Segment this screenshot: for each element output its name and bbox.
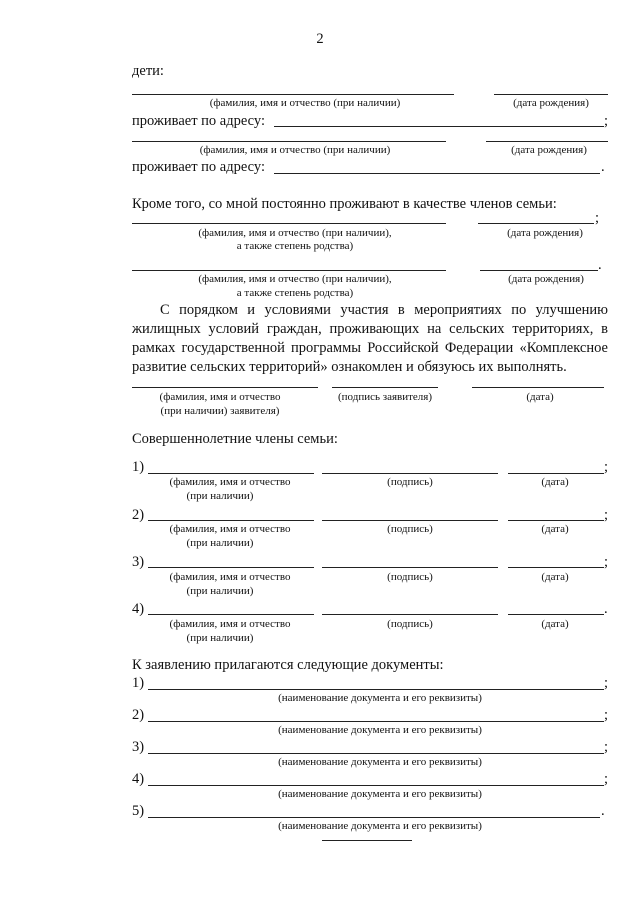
adult-4-end: . xyxy=(604,601,608,617)
applicant-name-line[interactable] xyxy=(132,387,318,388)
document-3-number: 3) xyxy=(132,739,145,755)
document-5-end: . xyxy=(601,803,605,819)
adult-2-name-line[interactable] xyxy=(148,520,314,521)
family-1-dob-line[interactable] xyxy=(478,223,594,224)
child-2-address-end: . xyxy=(601,159,605,175)
documents-heading: К заявлению прилагаются следующие документы: xyxy=(132,657,444,673)
document-4-number: 4) xyxy=(132,771,145,787)
child-2-address-line[interactable] xyxy=(274,173,600,174)
child-1-address-end: ; xyxy=(604,113,609,129)
document-3-caption: (наименование документа и его реквизиты) xyxy=(278,756,482,768)
adult-3-date-caption: (дата) xyxy=(541,571,569,583)
adult-1-date-caption: (дата) xyxy=(541,476,569,488)
adult-1-date-line[interactable] xyxy=(508,473,604,474)
adult-2-number: 2) xyxy=(132,507,145,523)
document-1-end: ; xyxy=(604,675,609,691)
adult-4-sign-caption: (подпись) xyxy=(387,618,433,630)
page-number: 2 xyxy=(316,31,324,47)
family-2-name-caption-1: (фамилия, имя и отчество (при наличии), xyxy=(198,273,392,285)
adult-3-end: ; xyxy=(604,554,609,570)
family-2-dob-line[interactable] xyxy=(480,270,598,271)
adult-3-number: 3) xyxy=(132,554,145,570)
family-1-end: ; xyxy=(595,210,600,226)
applicant-date-line[interactable] xyxy=(472,387,604,388)
child-1-name-caption: (фамилия, имя и отчество (при наличии) xyxy=(209,97,401,109)
family-2-name-line[interactable] xyxy=(132,270,446,271)
child-2-name-caption: (фамилия, имя и отчество (при наличии) xyxy=(199,144,391,156)
adult-2-sign-caption: (подпись) xyxy=(387,523,433,535)
adult-3-name-caption-2: (при наличии) xyxy=(186,585,254,597)
adults-heading: Совершеннолетние члены семьи: xyxy=(132,431,338,447)
adult-2-name-caption-2: (при наличии) xyxy=(186,537,254,549)
child-2-address-label: проживает по адресу: xyxy=(132,159,265,175)
adult-3-name-line[interactable] xyxy=(148,567,314,568)
adult-1-name-caption-1: (фамилия, имя и отчество xyxy=(169,476,291,488)
document-2-line[interactable] xyxy=(148,721,604,722)
adult-3-sign-caption: (подпись) xyxy=(387,571,433,583)
adult-1-sign-caption: (подпись) xyxy=(387,476,433,488)
family-1-name-caption-1: (фамилия, имя и отчество (при наличии), xyxy=(198,227,392,239)
adult-2-date-line[interactable] xyxy=(508,520,604,521)
document-5-number: 5) xyxy=(132,803,145,819)
document-4-line[interactable] xyxy=(148,785,604,786)
adult-2-end: ; xyxy=(604,507,609,523)
adult-4-name-caption-2: (при наличии) xyxy=(186,632,254,644)
applicant-sign-caption: (подпись заявителя) xyxy=(337,391,433,403)
family-2-name-caption-2: а также степень родства) xyxy=(236,287,354,299)
adult-3-name-caption-1: (фамилия, имя и отчество xyxy=(169,571,291,583)
applicant-name-caption-1: (фамилия, имя и отчество xyxy=(159,391,281,403)
family-2-end: . xyxy=(598,257,602,273)
document-4-end: ; xyxy=(604,771,609,787)
child-1-dob-line[interactable] xyxy=(494,94,608,95)
document-2-caption: (наименование документа и его реквизиты) xyxy=(278,724,482,736)
document-5-caption: (наименование документа и его реквизиты) xyxy=(278,820,482,832)
family-1-name-line[interactable] xyxy=(132,223,446,224)
adult-1-name-line[interactable] xyxy=(148,473,314,474)
document-1-line[interactable] xyxy=(148,689,604,690)
child-2-dob-caption: (дата рождения) xyxy=(511,144,587,156)
family-2-dob-caption: (дата рождения) xyxy=(508,273,584,285)
adult-2-sign-line[interactable] xyxy=(322,520,498,521)
applicant-name-caption-2: (при наличии) заявителя) xyxy=(160,405,280,417)
child-2-name-line[interactable] xyxy=(132,141,446,142)
closing-divider xyxy=(322,840,412,841)
family-1-dob-caption: (дата рождения) xyxy=(507,227,583,239)
child-1-dob-caption: (дата рождения) xyxy=(513,97,589,109)
adult-2-date-caption: (дата) xyxy=(541,523,569,535)
adult-4-sign-line[interactable] xyxy=(322,614,498,615)
document-2-number: 2) xyxy=(132,707,145,723)
family-intro: Кроме того, со мной постоянно проживают в качестве членов семьи: xyxy=(132,196,557,212)
document-5-line[interactable] xyxy=(148,817,600,818)
consent-paragraph: С порядком и условиями участия в мероприятиях по улучшению жилищных условий граждан, проживающих на сельских территориях, в рамках государственной программы Российской Федерации «Комплексное развитие сельских территорий» ознакомлен и обязуюсь их выполнять. xyxy=(132,302,608,375)
adult-3-sign-line[interactable] xyxy=(322,567,498,568)
adult-3-date-line[interactable] xyxy=(508,567,604,568)
child-1-address-label: проживает по адресу: xyxy=(132,113,265,129)
adult-2-name-caption-1: (фамилия, имя и отчество xyxy=(169,523,291,535)
adult-4-date-line[interactable] xyxy=(508,614,604,615)
children-heading: дети: xyxy=(132,63,164,79)
adult-1-end: ; xyxy=(604,459,609,475)
document-3-end: ; xyxy=(604,739,609,755)
document-1-number: 1) xyxy=(132,675,145,691)
adult-4-number: 4) xyxy=(132,601,145,617)
applicant-date-caption: (дата) xyxy=(526,391,554,403)
applicant-sign-line[interactable] xyxy=(332,387,438,388)
adult-4-name-caption-1: (фамилия, имя и отчество xyxy=(169,618,291,630)
adult-1-sign-line[interactable] xyxy=(322,473,498,474)
document-3-line[interactable] xyxy=(148,753,604,754)
document-4-caption: (наименование документа и его реквизиты) xyxy=(278,788,482,800)
document-2-end: ; xyxy=(604,707,609,723)
child-1-address-line[interactable] xyxy=(274,126,604,127)
child-1-name-line[interactable] xyxy=(132,94,454,95)
family-1-name-caption-2: а также степень родства) xyxy=(236,240,354,252)
adult-4-date-caption: (дата) xyxy=(541,618,569,630)
adult-1-number: 1) xyxy=(132,459,145,475)
document-1-caption: (наименование документа и его реквизиты) xyxy=(278,692,482,704)
adult-1-name-caption-2: (при наличии) xyxy=(186,490,254,502)
adult-4-name-line[interactable] xyxy=(148,614,314,615)
child-2-dob-line[interactable] xyxy=(486,141,608,142)
